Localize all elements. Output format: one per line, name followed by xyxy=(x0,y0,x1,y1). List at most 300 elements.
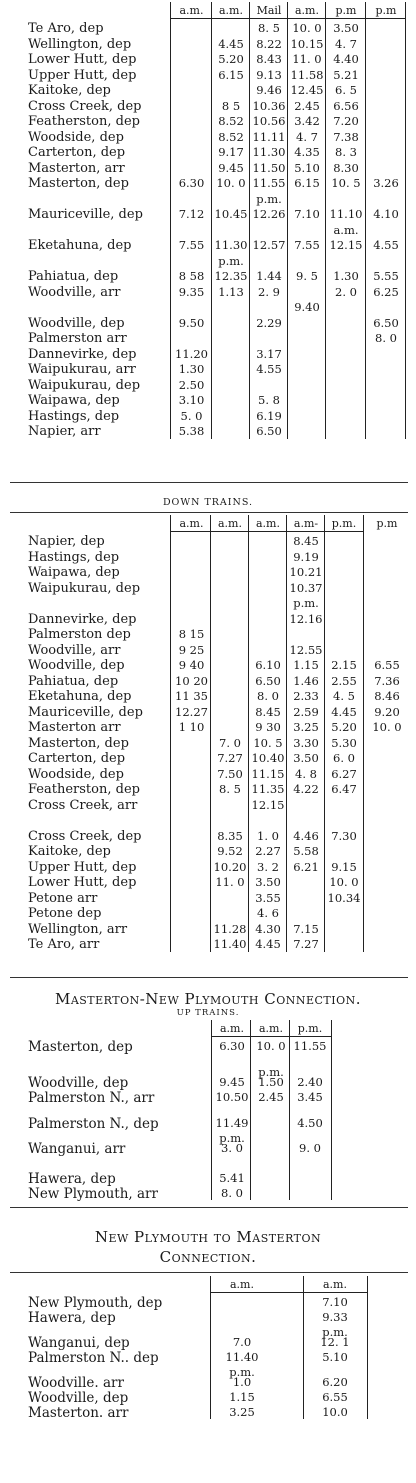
down-trains-table xyxy=(0,515,416,970)
time-cell: 8.30 xyxy=(333,160,359,175)
column-header: p.m. xyxy=(331,517,357,530)
time-cell: 9.19 xyxy=(293,549,319,564)
npm-table xyxy=(0,1276,416,1476)
time-cell: 11.10 xyxy=(329,207,363,221)
table-row xyxy=(0,595,416,611)
column-rule xyxy=(211,1020,212,1200)
station-name: Kaitoke, dep xyxy=(28,83,111,98)
time-cell: 7. 0 xyxy=(219,735,241,750)
time-cell: 1.30 xyxy=(178,362,205,376)
table-row xyxy=(0,642,416,658)
time-cell: 8.35 xyxy=(217,828,243,843)
table-row xyxy=(0,843,416,859)
table-row xyxy=(0,1038,416,1064)
time-cell: 5. 0 xyxy=(180,408,203,423)
time-cell: p.m. xyxy=(219,1131,245,1145)
time-cell: 7.55 xyxy=(294,238,320,252)
time-cell: p.m. xyxy=(218,253,244,268)
time-cell: 4. 6 xyxy=(257,906,279,920)
column-rule xyxy=(248,515,249,952)
station-name: Hawera, dep xyxy=(28,1310,116,1326)
table-row xyxy=(0,735,416,751)
column-header: a.m. xyxy=(295,4,319,17)
table-row xyxy=(0,1324,416,1339)
time-cell: 5.20 xyxy=(331,720,357,734)
time-cell: 3.50 xyxy=(293,751,319,765)
table-row xyxy=(0,1349,416,1364)
station-name: Napier, arr xyxy=(28,424,101,439)
time-cell: 2. 0 xyxy=(335,284,357,299)
time-cell: 7.0 xyxy=(232,1335,252,1349)
time-cell: 7.30 xyxy=(331,828,357,843)
time-cell: 11.49 xyxy=(215,1116,249,1130)
station-name: Woodside, dep xyxy=(28,129,124,145)
time-cell: 3.42 xyxy=(294,114,320,128)
time-cell: 11.55 xyxy=(252,176,286,190)
time-cell: 3.45 xyxy=(297,1090,323,1104)
time-cell: 5.30 xyxy=(331,735,357,750)
time-cell: 9.50 xyxy=(178,315,205,330)
table-row xyxy=(0,611,416,627)
time-cell: 2.59 xyxy=(293,704,319,719)
table-row xyxy=(0,346,416,362)
station-name: Cross Creek, dep xyxy=(28,828,142,844)
time-cell: 10 20 xyxy=(175,673,208,688)
time-cell: 7.27 xyxy=(293,937,319,951)
column-header: a.m. xyxy=(220,1022,244,1035)
time-cell: 1.13 xyxy=(218,284,244,299)
table-row xyxy=(0,129,416,145)
station-name: Woodside, dep xyxy=(28,766,124,782)
time-cell: 2.50 xyxy=(178,377,205,392)
time-cell: 10.37 xyxy=(289,580,323,595)
header-rule xyxy=(170,18,405,19)
station-name: Hastings, dep xyxy=(28,408,120,424)
time-cell: 4. 7 xyxy=(335,36,357,51)
time-cell: 9.46 xyxy=(256,83,282,97)
time-cell: 10.34 xyxy=(327,890,361,905)
table-row xyxy=(0,51,416,67)
table-body xyxy=(0,1038,416,1200)
time-cell: 2.40 xyxy=(297,1075,323,1089)
time-cell: p.m. xyxy=(229,1365,255,1379)
time-cell: 8.45 xyxy=(293,534,319,548)
time-cell: 12. 1 xyxy=(320,1335,350,1349)
column-rule xyxy=(405,2,406,439)
time-cell: 11.15 xyxy=(251,766,285,781)
station-name: Masterton, dep xyxy=(28,176,129,191)
time-cell: 7.12 xyxy=(178,207,205,221)
time-cell: 11.11 xyxy=(252,129,286,144)
table-row xyxy=(0,781,416,797)
time-cell: 12.16 xyxy=(289,611,323,626)
time-cell: 4.45 xyxy=(331,704,357,719)
column-rule xyxy=(287,2,288,439)
time-cell: 7.50 xyxy=(217,766,243,781)
time-cell: 6.15 xyxy=(294,176,320,190)
time-cell: 11.30 xyxy=(252,145,286,159)
station-name: Te Aro, arr xyxy=(28,937,100,952)
time-cell: 4.55 xyxy=(256,362,282,376)
time-cell: 7.36 xyxy=(374,673,400,688)
table-row xyxy=(0,874,416,890)
time-cell: 4. 7 xyxy=(296,129,318,144)
time-cell: 11.58 xyxy=(290,67,324,82)
column-rule xyxy=(365,2,366,439)
table-row xyxy=(0,315,416,331)
time-cell: 3.25 xyxy=(229,1405,255,1419)
time-cell: 3.55 xyxy=(255,890,281,905)
table-row xyxy=(0,1404,416,1419)
station-name: Petone dep xyxy=(28,906,102,921)
column-header: a.m. xyxy=(230,1278,254,1291)
time-cell: 5.55 xyxy=(373,269,399,283)
table-row xyxy=(0,67,416,83)
section-divider xyxy=(10,482,408,483)
time-cell: 6.47 xyxy=(331,782,357,796)
time-cell: 10.0 xyxy=(322,1405,348,1419)
station-name: Upper Hutt, dep xyxy=(28,859,137,875)
column-header: Mail xyxy=(256,4,282,17)
table-row xyxy=(0,330,416,346)
time-cell: 10.21 xyxy=(289,565,323,579)
table-row xyxy=(0,175,416,191)
time-cell: 6.56 xyxy=(333,98,359,113)
station-name: Waipukurau, dep xyxy=(28,580,141,596)
column-header: a.m. xyxy=(259,1022,283,1035)
time-cell: 11.40 xyxy=(225,1350,259,1364)
time-cell: 7.15 xyxy=(293,921,319,936)
time-cell: 6. 0 xyxy=(333,751,355,765)
time-cell: 10.15 xyxy=(290,36,324,51)
time-cell: 9.13 xyxy=(256,67,282,82)
table-row xyxy=(0,253,416,269)
time-cell: 11.50 xyxy=(252,160,286,175)
time-cell: 6.19 xyxy=(256,408,282,423)
time-cell: 12.55 xyxy=(289,642,323,657)
time-cell: 10.56 xyxy=(252,114,286,128)
station-name: Featherston, dep xyxy=(28,782,140,797)
section-divider xyxy=(10,1207,408,1208)
station-name: Napier, dep xyxy=(28,534,105,549)
table-row xyxy=(0,268,416,284)
time-cell: 9 30 xyxy=(255,720,281,734)
table-row xyxy=(0,921,416,937)
time-cell: 5.10 xyxy=(294,160,320,175)
table-row xyxy=(0,626,416,642)
column-rule xyxy=(363,515,364,952)
station-name: Eketahuna, dep xyxy=(28,689,132,704)
station-name: Lower Hutt, dep xyxy=(28,52,137,67)
station-name: New Plymouth, arr xyxy=(28,1186,158,1202)
table-row xyxy=(0,82,416,98)
time-cell: 3. 2 xyxy=(257,859,279,874)
table-row xyxy=(0,750,416,766)
time-cell: 6.50 xyxy=(255,673,281,688)
time-cell: 8.22 xyxy=(256,36,282,51)
column-rule xyxy=(211,2,212,439)
time-cell: 1.15 xyxy=(293,658,319,672)
time-cell: 8 58 xyxy=(178,269,205,283)
time-cell: p.m. xyxy=(258,1065,284,1079)
station-name: Hastings, dep xyxy=(28,549,120,565)
time-cell: 5.38 xyxy=(178,424,205,438)
table-row xyxy=(0,1170,416,1185)
column-rule xyxy=(289,1020,290,1200)
station-name: Woodville, dep xyxy=(28,1075,129,1091)
down-trains-top-rule xyxy=(10,512,408,513)
time-cell: 12.15 xyxy=(329,238,363,252)
table-row xyxy=(0,361,416,377)
station-name: Palmerston arr xyxy=(28,331,127,346)
time-cell: 6.30 xyxy=(178,176,205,190)
time-cell: 4.40 xyxy=(333,52,359,66)
table-row xyxy=(0,1089,416,1115)
time-cell: 10. 0 xyxy=(372,720,402,734)
table-row xyxy=(0,549,416,565)
table-row xyxy=(0,1064,416,1079)
station-name: Mauriceville, dep xyxy=(28,704,143,720)
time-cell: 9.33 xyxy=(322,1310,348,1324)
table-row xyxy=(0,688,416,704)
time-cell: 3.50 xyxy=(333,21,359,35)
station-name: Waipukurau, arr xyxy=(28,362,136,377)
column-header: p.m xyxy=(375,4,397,17)
table-row xyxy=(0,673,416,689)
time-cell: 1.15 xyxy=(229,1390,255,1404)
time-cell: 5.41 xyxy=(219,1171,245,1185)
time-cell: 3.50 xyxy=(255,875,281,889)
time-cell: 2.45 xyxy=(294,98,320,113)
time-cell: a.m. xyxy=(333,222,359,237)
time-cell: 7.10 xyxy=(322,1295,348,1309)
column-header: p.m. xyxy=(297,1022,323,1035)
column-rule xyxy=(325,2,326,439)
station-name: Cross Creek, arr xyxy=(28,797,138,813)
time-cell: 2.45 xyxy=(258,1090,284,1104)
time-cell: 6.55 xyxy=(374,658,400,672)
table-row xyxy=(0,890,416,906)
table-row xyxy=(0,859,416,875)
header-rule xyxy=(211,1036,331,1037)
time-cell: 10.36 xyxy=(252,98,286,113)
time-cell: 6. 5 xyxy=(335,83,357,97)
time-cell: 3.25 xyxy=(293,720,319,734)
table-row xyxy=(0,1074,416,1089)
station-name: Woodville, dep xyxy=(28,315,125,331)
time-cell: 5.20 xyxy=(218,52,244,66)
table-row xyxy=(0,1389,416,1404)
station-name: Masterton, dep xyxy=(28,735,129,751)
column-rule xyxy=(170,2,171,439)
time-cell: 7.38 xyxy=(333,129,359,144)
time-cell: 4.50 xyxy=(297,1116,323,1130)
time-cell: 6.20 xyxy=(322,1375,348,1389)
column-rule xyxy=(324,515,325,952)
time-cell: 4.46 xyxy=(293,828,319,843)
header-rule xyxy=(210,1292,367,1293)
station-name: Woodville. arr xyxy=(28,1375,124,1391)
station-name: Dannevirke, dep xyxy=(28,611,137,627)
table-row xyxy=(0,828,416,844)
time-cell: 9.15 xyxy=(331,859,357,874)
time-cell: 8.52 xyxy=(218,129,244,144)
time-cell: 7.10 xyxy=(294,207,320,221)
station-name: Mauriceville, dep xyxy=(28,207,143,222)
time-cell: 11.30 xyxy=(214,238,248,252)
time-cell: 12.45 xyxy=(290,83,324,97)
table-row xyxy=(0,392,416,408)
time-cell: 8 15 xyxy=(178,627,205,641)
station-name: Waipukurau, dep xyxy=(28,377,141,393)
column-rule xyxy=(367,1276,368,1419)
station-name: New Plymouth, dep xyxy=(28,1295,163,1311)
station-name: Masterton arr xyxy=(28,720,121,735)
time-cell: 10. 5 xyxy=(253,735,283,750)
table-row xyxy=(0,408,416,424)
station-name: Lower Hutt, dep xyxy=(28,875,137,890)
time-cell: 4.30 xyxy=(255,921,281,936)
time-cell: 9 40 xyxy=(178,658,205,672)
table-row xyxy=(0,20,416,36)
table-body xyxy=(0,1294,416,1419)
time-cell: 8. 5 xyxy=(219,782,241,796)
time-cell: 1.50 xyxy=(258,1075,284,1089)
table-row xyxy=(0,191,416,207)
time-cell: 6.15 xyxy=(218,67,244,82)
time-cell: 1 10 xyxy=(178,720,205,734)
station-name: Wanganui, dep xyxy=(28,1335,130,1351)
time-cell: 3.10 xyxy=(178,393,205,407)
time-cell: 1.44 xyxy=(256,269,282,283)
time-cell: 8. 0 xyxy=(257,689,279,703)
time-cell: 5.21 xyxy=(333,67,359,82)
station-name: Palmerston dep xyxy=(28,627,131,642)
column-header: a.m. xyxy=(219,4,243,17)
time-cell: 11.28 xyxy=(213,921,247,936)
station-name: Cross Creek, dep xyxy=(28,98,142,114)
column-rule xyxy=(250,1020,251,1200)
station-name: Te Aro, dep xyxy=(28,21,104,36)
time-cell: 3.30 xyxy=(293,735,319,750)
time-cell: 9.45 xyxy=(219,1075,245,1089)
table-row xyxy=(0,1140,416,1170)
table-row xyxy=(0,1294,416,1309)
mnp-subtitle: UP TRAINS. xyxy=(176,1008,240,1018)
time-cell: 4.55 xyxy=(373,238,399,252)
column-header: a.m. xyxy=(179,517,204,530)
station-name: Woodville, dep xyxy=(28,1390,129,1406)
time-cell: 10. 5 xyxy=(331,176,361,190)
time-cell: 3. 0 xyxy=(221,1141,243,1155)
table-row xyxy=(0,1309,416,1324)
time-cell: 1.0 xyxy=(232,1375,252,1389)
time-cell: 7.20 xyxy=(333,114,359,128)
station-name: Eketahuna, dep xyxy=(28,238,132,253)
time-cell: 9. 0 xyxy=(299,1141,321,1155)
column-header: p.m xyxy=(335,4,357,17)
section-divider xyxy=(10,977,408,978)
time-cell: 1.46 xyxy=(293,673,319,688)
time-cell: 4. 8 xyxy=(295,766,317,781)
time-cell: 7.27 xyxy=(217,751,243,765)
npm-title-line1: New Plymouth to Masterton xyxy=(94,1228,322,1246)
table-row xyxy=(0,1374,416,1389)
table-row xyxy=(0,905,416,921)
table-row xyxy=(0,812,416,828)
header-rule xyxy=(170,531,363,532)
table-row xyxy=(0,1364,416,1379)
table-row xyxy=(0,704,416,720)
time-cell: 6.25 xyxy=(373,284,399,299)
station-name: Featherston, dep xyxy=(28,114,140,129)
time-cell: 12.35 xyxy=(214,269,248,283)
time-cell: 5. 8 xyxy=(258,393,280,407)
time-cell: 6.50 xyxy=(373,315,399,330)
time-cell: 12.15 xyxy=(251,797,285,812)
mnp-title: Masterton-New Plymouth Connection. xyxy=(54,990,362,1008)
station-name: Woodville, arr xyxy=(28,642,121,658)
table-row xyxy=(0,284,416,300)
column-header: p.m xyxy=(376,517,398,530)
time-cell: 4. 5 xyxy=(333,689,355,703)
column-rule xyxy=(286,515,287,952)
time-cell: 8.43 xyxy=(256,52,282,66)
time-cell: 6.55 xyxy=(322,1390,348,1404)
table-row xyxy=(0,299,416,315)
time-cell: 2.55 xyxy=(331,673,357,688)
npm-top-rule xyxy=(10,1272,408,1273)
table-row xyxy=(0,1334,416,1349)
table-row xyxy=(0,1115,416,1130)
table-row xyxy=(0,580,416,596)
time-cell: 10.40 xyxy=(251,751,285,765)
time-cell: 4.35 xyxy=(294,145,320,159)
time-cell: 10. 0 xyxy=(216,176,246,190)
time-cell: 6.10 xyxy=(255,658,281,672)
time-cell: 8.45 xyxy=(255,704,281,719)
time-cell: 4.22 xyxy=(293,782,319,796)
table-row xyxy=(0,98,416,114)
column-header: a.m- xyxy=(293,517,319,530)
time-cell: 9.35 xyxy=(178,284,205,299)
table-row xyxy=(0,113,416,129)
time-cell: 12.57 xyxy=(252,238,286,252)
down-trains-title: DOWN TRAINS. xyxy=(162,497,254,508)
mnp-table xyxy=(0,1020,416,1200)
table-row xyxy=(0,36,416,52)
column-rule xyxy=(210,1276,211,1419)
table-row xyxy=(0,206,416,222)
station-name: Wellington, arr xyxy=(28,921,128,937)
table-row xyxy=(0,719,416,735)
time-cell: 3.17 xyxy=(256,346,282,361)
time-cell: 12.26 xyxy=(252,207,286,221)
time-cell: 8.46 xyxy=(374,689,400,703)
time-cell: 2. 9 xyxy=(258,284,280,299)
column-rule xyxy=(303,1276,304,1419)
time-cell: 10.45 xyxy=(214,207,248,221)
time-cell: 11.20 xyxy=(175,346,208,361)
time-cell: 4.45 xyxy=(218,36,244,51)
time-cell: 5.10 xyxy=(322,1350,348,1364)
station-name: Palmerston N.. dep xyxy=(28,1350,159,1366)
table-row xyxy=(0,144,416,160)
time-cell: 2.27 xyxy=(255,844,281,858)
station-name: Wanganui, arr xyxy=(28,1141,126,1157)
time-cell: 9.45 xyxy=(218,160,244,175)
station-name: Palmerston N., arr xyxy=(28,1090,155,1106)
